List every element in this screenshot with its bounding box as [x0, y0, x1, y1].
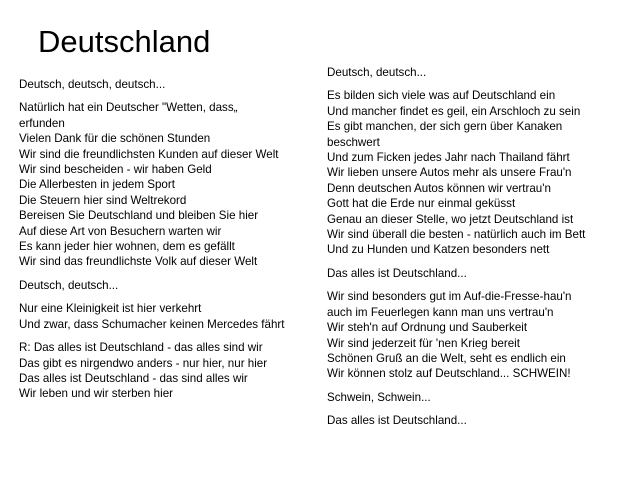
lyric-paragraph — [19, 278, 319, 293]
lyric-paragraph — [327, 413, 632, 428]
lyric-line: Denn deutschen Autos können wir vertrau'n — [327, 181, 551, 195]
lyric-line: Deutsch, deutsch... — [19, 278, 119, 292]
lyric-line: Wir sind bescheiden - wir haben Geld — [19, 163, 212, 177]
lyric-line: Deutsch, deutsch... — [327, 66, 427, 79]
lyric-paragraph — [19, 340, 319, 402]
lyric-line: Auf diese Art von Besuchern warten wir — [19, 224, 222, 238]
lyric-line: Bereisen Sie Deutschland und bleiben Sie hier — [19, 209, 259, 223]
lyric-paragraph — [327, 266, 632, 281]
lyric-line: Es kann jeder hier wohnen, dem es gefällt — [19, 240, 235, 254]
lyric-paragraph — [19, 301, 319, 332]
lyric-line: Schwein, Schwein... — [327, 390, 431, 404]
lyric-line: Die Steuern hier sind Weltrekord — [19, 193, 187, 207]
lyric-line: Das alles ist Deutschland... — [327, 414, 467, 428]
lyric-line: auch im Feuerlegen kann man uns vertrau'n — [327, 305, 554, 319]
lyric-line: Wir sind das freundlichste Volk auf dieser Welt — [19, 255, 258, 269]
lyric-line: Wir leben und wir sterben hier — [19, 387, 174, 401]
lyric-line: Nur eine Kleinigkeit ist hier verkehrt — [19, 302, 202, 316]
lyric-paragraph — [327, 289, 632, 381]
lyric-line: Und zum Ficken jedes Jahr nach Thailand fährt — [327, 151, 570, 165]
lyric-line: Wir sind besonders gut im Auf-die-Fresse-hau'n — [327, 290, 572, 304]
lyric-line: Die Allerbesten in jedem Sport — [19, 178, 175, 192]
left-text-column — [19, 77, 319, 410]
slide-title: Deutschland — [38, 24, 211, 59]
lyric-paragraph — [327, 65, 632, 80]
lyric-line: Wir steh'n auf Ordnung und Sauberkeit — [327, 321, 528, 335]
lyric-paragraph — [327, 390, 632, 405]
lyric-paragraph — [19, 77, 319, 92]
right-text-column — [327, 65, 632, 437]
lyric-line: Wir lieben unsere Autos mehr als unsere Frau'n — [327, 166, 572, 180]
lyric-line: Es bilden sich viele was auf Deutschland ein — [327, 89, 556, 103]
lyric-line: Deutsch, deutsch, deutsch... — [19, 78, 166, 91]
lyric-line: Gott hat die Erde nur einmal geküsst — [327, 197, 516, 211]
lyric-line: Natürlich hat ein Deutscher "Wetten, dass„ — [19, 101, 238, 115]
lyric-line: erfunden — [19, 116, 65, 130]
lyric-line: R: Das alles ist Deutschland - das alles sind wir — [19, 341, 263, 355]
lyric-line: Genau an dieser Stelle, wo jetzt Deutschland ist — [327, 212, 574, 226]
lyric-line: Wir sind überall die besten - natürlich auch im Bett — [327, 228, 586, 242]
lyric-line: Vielen Dank für die schönen Stunden — [19, 132, 211, 146]
lyric-line: Schönen Gruß an die Welt, seht es endlich ein — [327, 351, 566, 365]
lyric-line: Wir sind die freundlichsten Kunden auf dieser Welt — [19, 147, 279, 161]
lyric-paragraph — [327, 88, 632, 257]
lyric-paragraph — [19, 100, 319, 269]
lyric-line: Das alles ist Deutschland... — [327, 266, 467, 280]
lyric-line: Das gibt es nirgendwo anders - nur hier, nur hier — [19, 356, 268, 370]
lyric-line: Wir sind jederzeit für 'nen Krieg bereit — [327, 336, 520, 350]
lyric-line: Und zu Hunden und Katzen besonders nett — [327, 243, 550, 257]
lyric-line: Wir können stolz auf Deutschland... SCHWEIN! — [327, 367, 571, 381]
lyric-line: Und mancher findet es geil, ein Arschloch zu sein — [327, 104, 581, 118]
lyric-line: Es gibt manchen, der sich gern über Kanaken — [327, 120, 563, 134]
lyric-line: beschwert — [327, 135, 380, 149]
lyric-line: Das alles ist Deutschland - das sind alles wir — [19, 371, 248, 385]
lyric-line: Und zwar, dass Schumacher keinen Mercedes fährt — [19, 317, 285, 331]
